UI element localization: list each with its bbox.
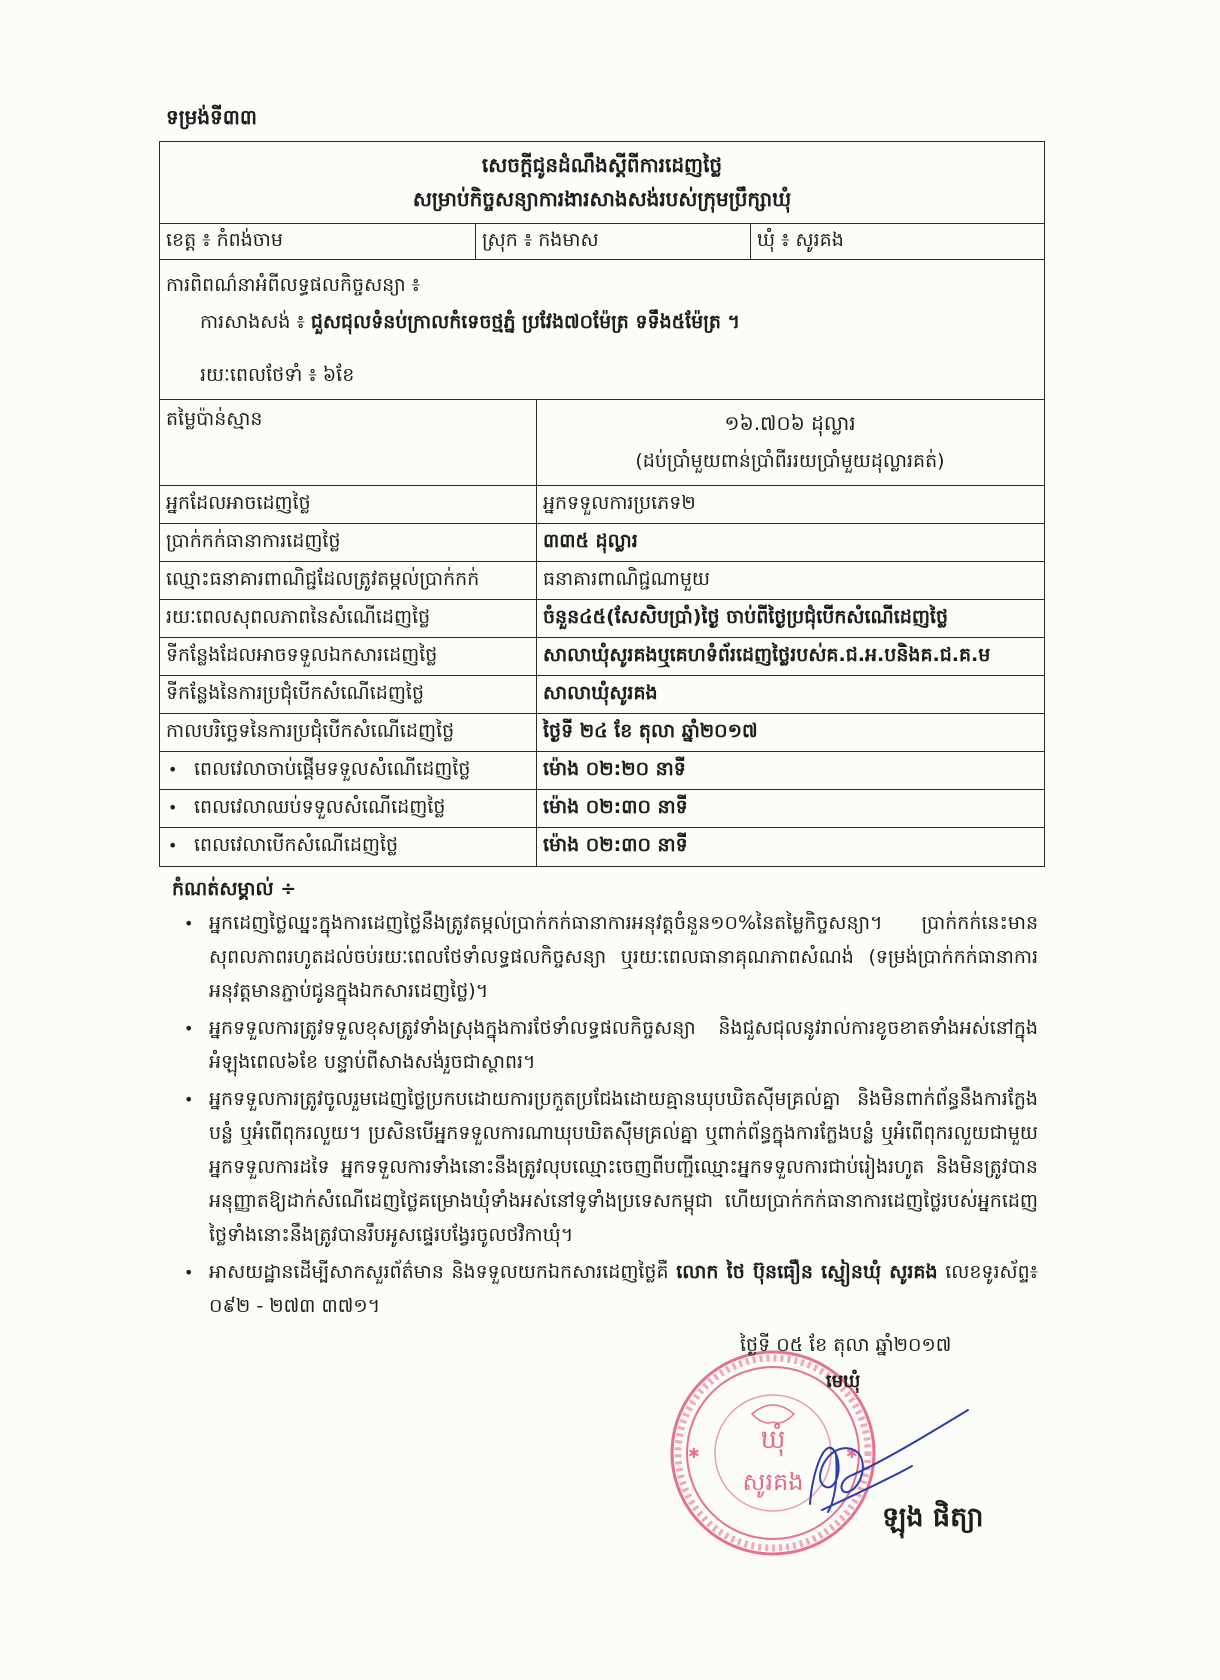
row-label: ឈ្មោះធនាគារពាណិជ្ជដែលត្រូវតម្កល់ប្រាក់កក់ <box>160 562 537 599</box>
bullet-icon <box>184 906 193 941</box>
list-item <box>172 1011 1038 1079</box>
table-row <box>160 524 1044 562</box>
notes-title: កំណត់សម្គាល់ ÷ <box>172 878 297 900</box>
maintenance-period: រយៈពេលថែទាំ ៖ ៦ខែ <box>200 364 355 386</box>
table-row <box>160 790 1044 828</box>
table-row <box>160 828 1044 866</box>
estimate-amount-words: (ដប់ប្រាំមួយពាន់ប្រាំពីររយប្រាំមួយដុល្លារគត់) <box>635 450 945 472</box>
row-label-text: ពេលវេលាចាប់ផ្តើមទទួលសំណើដេញថ្លៃ <box>194 758 471 780</box>
estimate-label: តម្លៃប៉ាន់ស្មាន <box>160 400 537 485</box>
row-label <box>160 828 537 866</box>
bullet-icon <box>184 1011 193 1046</box>
list-item <box>172 1082 1038 1252</box>
svg-text:✱: ✱ <box>688 1446 700 1462</box>
location-row <box>160 224 1044 260</box>
svg-text:✱: ✱ <box>846 1446 858 1462</box>
signer-name: ឡុង ផិត្យា <box>882 1502 984 1533</box>
row-label: ប្រាក់កក់ធានាការដេញថ្លៃ <box>160 524 537 561</box>
row-label <box>160 790 537 827</box>
form-number: ទម្រង់ទី៣៣ <box>166 105 257 129</box>
list-item <box>172 906 1038 1008</box>
note-text: អ្នកដេញថ្លៃឈ្នះក្នុងការដេញថ្លៃនឹងត្រូវតម្កល់ប្រាក់កក់ធានាការអនុវត្តចំនួន១០%នៃតម្លៃកិច្ចសន្យា។ ប្រាក់កក់នេះមានសុពលភាពរហូតដល់ចប់រយៈពេលថែទាំលទ្ធផលកិច្ចសន្យា ឬរយៈពេលធានាគុណភាពសំណង់ (ទម្រង់ប្រាក់កក់ធានាការអនុវត្តមានភ្ជាប់ជូនក្នុងឯកសារដេញថ្លៃ)។ <box>209 912 1038 1002</box>
row-label: អ្នកដែលអាចដេញថ្លៃ <box>160 486 537 523</box>
province-cell: ខេត្ត ៖ កំពង់ចាម <box>160 224 476 259</box>
contact-prefix: អាសយដ្ឋានដើម្បីសាកសួរព័ត៌មាន និងទទួលយកឯកសារដេញថ្លៃគឺ <box>209 1261 677 1283</box>
bullet-icon <box>168 752 194 787</box>
bid-notice-table <box>159 141 1045 867</box>
construction-value: ជួសជុលទំនប់ក្រាលកំទេចថ្មភ្នំ ប្រវែង៧០ម៉ែត្រ ទទឹង៥ម៉ែត្រ ។ <box>310 311 741 333</box>
estimate-value <box>537 400 1043 485</box>
description-label: ការពិពណ៌នាអំពីលទ្ធផលកិច្ចសន្យា ៖ <box>166 274 421 296</box>
row-label: កាលបរិច្ឆេទនៃការប្រជុំបើកសំណើដេញថ្លៃ <box>160 714 537 751</box>
row-value: សាលាឃុំសូរគងឬគេហទំព័រដេញថ្លៃរបស់គ.ជ.អ.បនិងគ.ជ.គ.ម <box>543 644 991 666</box>
table-row <box>160 714 1044 752</box>
seal-text-commune-name: សូរគង <box>742 1468 804 1496</box>
signature-date: ថ្ងៃទី ០៥ ខែ តុលា ឆ្នាំ២០១៧ <box>740 1334 952 1356</box>
table-header <box>160 142 1044 224</box>
bullet-icon <box>184 1082 193 1117</box>
contact-person: លោក ថៃ ប៊ុនធឿន ស្មៀនឃុំ សូរគង <box>676 1261 938 1283</box>
row-value: ម៉ោង ០២:៣០ នាទី <box>543 834 688 856</box>
row-label: ទីកន្លែងនៃការប្រជុំបើកសំណើដេញថ្លៃ <box>160 676 537 713</box>
bullet-icon <box>168 790 194 825</box>
row-value: ៣៣៥ ដុល្លារ <box>543 530 638 552</box>
list-item <box>172 1255 1038 1323</box>
seal-text-commune-label: ឃុំ <box>760 1425 786 1455</box>
estimate-amount: ១៦.៧០៦ ដុល្លារ <box>724 411 856 435</box>
bullet-icon <box>184 1255 193 1290</box>
row-label: ទីកន្លែងដែលអាចទទួលឯកសារដេញថ្លៃ <box>160 638 537 675</box>
row-value: ថ្ងៃទី ២៤ ខែ តុលា ឆ្នាំ២០១៧ <box>543 720 758 742</box>
row-value: អ្នកទទួលការប្រភេទ២ <box>543 492 696 514</box>
notes-section <box>172 874 1038 1332</box>
table-row <box>160 562 1044 600</box>
row-value: ម៉ោង ០២:៣០ នាទី <box>543 796 688 818</box>
signer-role: មេឃុំ <box>826 1371 861 1392</box>
notice-subtitle: សម្រាប់កិច្ចសន្យាការងារសាងសង់របស់ក្រុមប្រឹក្សាឃុំ <box>412 187 792 211</box>
row-label-text: ពេលវេលាបើកសំណើដេញថ្លៃ <box>194 834 399 856</box>
row-value: ម៉ោង ០២:២០ នាទី <box>543 758 686 780</box>
bullet-icon <box>168 828 194 863</box>
row-label <box>160 752 537 789</box>
row-value: ធនាគារពាណិជ្ជណាមួយ <box>543 568 710 590</box>
district-cell: ស្រុក ៖ កងមាស <box>476 224 751 259</box>
row-value: ចំនួន៤៥(សែសិបប្រាំ)ថ្ងៃ ចាប់ពីថ្ងៃប្រជុំបើកសំណើដេញថ្លៃ <box>543 606 949 628</box>
table-row <box>160 676 1044 714</box>
contact-phone: លេខទូរស័ព្ទ៖ ០៩២ - ២៧៣ ៣៧១។ <box>209 1261 1038 1317</box>
table-row <box>160 486 1044 524</box>
notice-title: សេចក្តីជូនដំណឹងស្តីពីការដេញថ្លៃ <box>481 153 723 177</box>
note-text: អ្នកទទួលការត្រូវទទួលខុសត្រូវទាំងស្រុងក្នុងការថែទាំលទ្ធផលកិច្ចសន្យា និងជួសជុលនូវរាល់ការខូចខាតទាំងអស់នៅក្នុងអំឡុងពេល៦ខែ បន្ទាប់ពីសាងសង់រួចជាស្ថាពរ។ <box>209 1017 1038 1073</box>
row-value: សាលាឃុំសូរគង <box>543 682 658 704</box>
construction-label: ការសាងសង់ ៖ <box>200 311 305 333</box>
row-label: រយៈពេលសុពលភាពនៃសំណើដេញថ្លៃ <box>160 600 537 637</box>
construction-line <box>200 306 1036 338</box>
table-row <box>160 600 1044 638</box>
notes-list <box>172 906 1038 1323</box>
table-row <box>160 638 1044 676</box>
description-row <box>160 260 1044 400</box>
note-text: អ្នកទទួលការត្រូវចូលរួមដេញថ្លៃប្រកបដោយការប្រកួតប្រជែងដោយគ្មានឃុបឃិតស៊ីមគ្រល់គ្នា និងមិនពាក់ព័ន្ធនឹងការក្លែងបន្លំ ឬអំពើពុករលួយ។ ប្រសិនបើអ្នកទទួលការណាឃុបឃិតស៊ីមគ្រល់គ្នា ឬពាក់ព័ន្ធក្នុងការក្លែងបន្លំ ឬអំពើពុករលួយជាមួយអ្នកទទួលការដទៃ អ្នកទទួលការទាំងនោះនឹងត្រូវលុបឈ្មោះចេញពីបញ្ជីឈ្មោះអ្នកទទួលការជាប់រៀងរហូត និងមិនត្រូវបានអនុញ្ញាតឱ្យដាក់សំណើដេញថ្លៃគម្រោងឃុំទាំងអស់នៅទូទាំងប្រទេសកម្ពុជា ហើយប្រាក់កក់ធានាការដេញថ្លៃរបស់អ្នកដេញថ្លៃទាំងនោះនឹងត្រូវបានរឹបអូសផ្ទេរបង្វែរចូលថវិកាឃុំ។ <box>209 1088 1038 1246</box>
row-label-text: ពេលវេលាឈប់ទទួលសំណើដេញថ្លៃ <box>194 796 446 818</box>
commune-cell: ឃុំ ៖ សូរគង <box>757 229 844 251</box>
estimate-row <box>160 400 1044 486</box>
table-row <box>160 752 1044 790</box>
